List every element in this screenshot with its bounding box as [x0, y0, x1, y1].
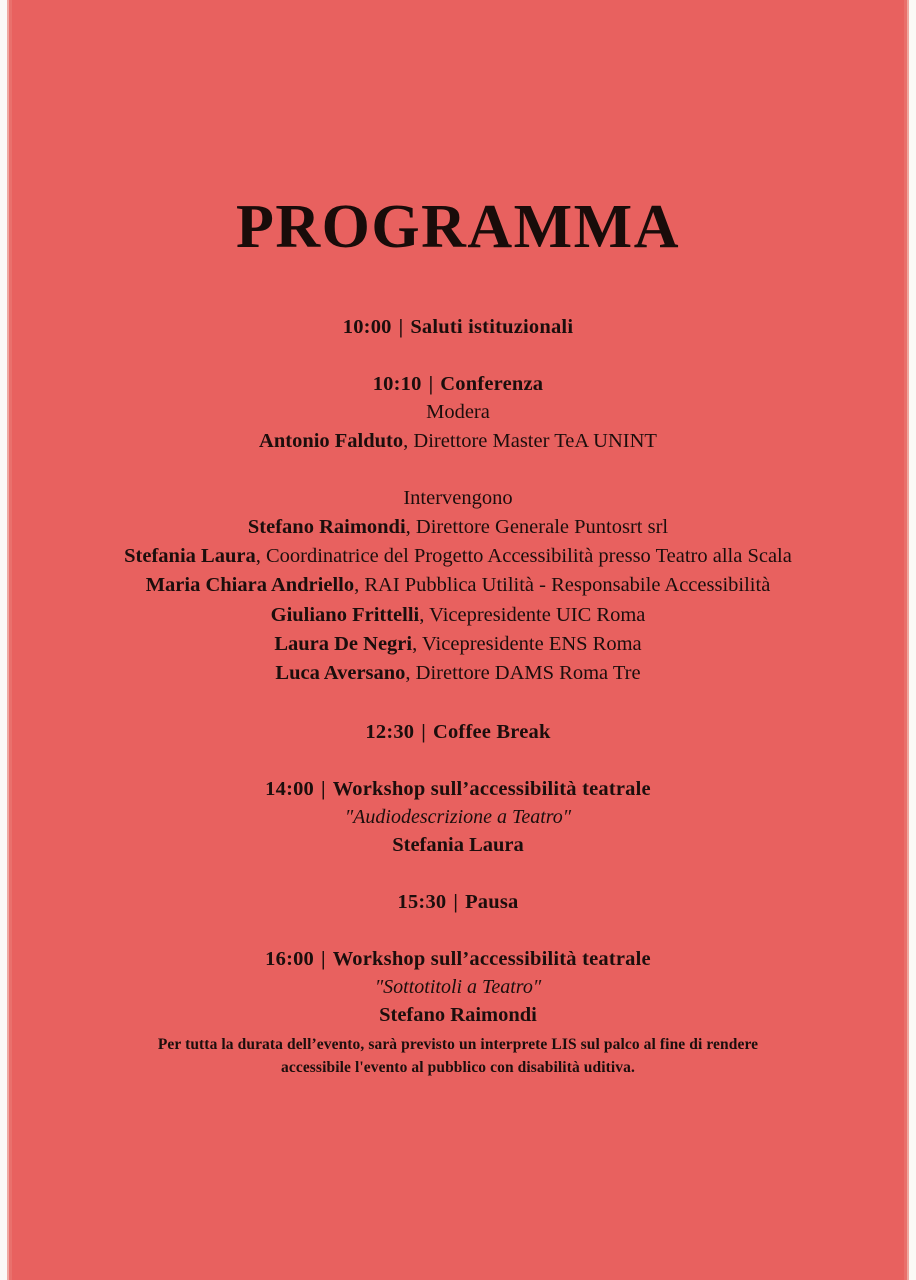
speakers-intro: Intervengono [403, 486, 513, 509]
spacer [14, 859, 902, 889]
schedule-label-workshop-2: Workshop sull’accessibilità teatrale [332, 948, 651, 971]
spacer [14, 746, 902, 776]
schedule-label-saluti: Saluti istituzionali [410, 316, 574, 338]
speaker-role: , Direttore Generale Puntosrt srl [405, 515, 669, 538]
schedule-slot-pausa [14, 889, 902, 916]
workshop-1-subtitle: ″Audiodescrizione a Teatro″ [344, 805, 572, 828]
schedule-entry-workshop-2 [14, 946, 902, 1030]
schedule-label-pausa: Pausa [465, 891, 519, 914]
time-separator: | [321, 948, 326, 971]
schedule-time-pausa: 15:30 [397, 891, 447, 914]
schedule-time-workshop-1: 14:00 [265, 777, 314, 800]
speaker-name: Giuliano Frittelli [270, 603, 420, 626]
accessibility-footnote [108, 1034, 808, 1079]
speaker-row [14, 571, 902, 600]
speaker-role: , Direttore DAMS Roma Tre [405, 662, 641, 685]
paper-edge-left-white [0, 0, 7, 1280]
moderator-name: Antonio Falduto [259, 430, 404, 453]
footnote-line-2: accessibile l'evento al pubblico con disabilità uditiva. [281, 1058, 635, 1076]
speaker-name: Maria Chiara Andriello [145, 574, 355, 597]
schedule-entry-saluti [14, 314, 902, 341]
speaker-role: , Coordinatrice del Progetto Accessibilità presso Teatro alla Scala [255, 544, 792, 567]
workshop-1-presenter: Stefania Laura [392, 833, 524, 856]
schedule-time-coffee-break: 12:30 [365, 720, 415, 743]
time-separator: | [398, 316, 404, 338]
time-separator: | [453, 891, 459, 914]
time-separator: | [428, 373, 434, 396]
schedule-label-workshop-1: Workshop sull’accessibilità teatrale [332, 777, 651, 800]
spacer [14, 689, 902, 719]
schedule-slot-saluti [14, 314, 902, 341]
speaker-name: Stefania Laura [124, 544, 256, 567]
schedule-list [14, 314, 902, 1079]
spacer [14, 457, 902, 484]
speaker-role: , Vicepresidente UIC Roma [419, 603, 646, 626]
speaker-row [14, 542, 902, 571]
speaker-name: Stefano Raimondi [247, 515, 406, 538]
paper-edge-left-tint [9, 0, 12, 1280]
speaker-row [14, 630, 902, 659]
paper-edge-right-highlight [907, 0, 909, 1280]
moderator-entry [14, 427, 902, 456]
schedule-time-conferenza: 10:10 [372, 373, 422, 396]
schedule-slot-coffee-break [14, 719, 902, 746]
workshop-2-subtitle: ″Sottotitoli a Teatro″ [374, 976, 542, 999]
spacer [14, 341, 902, 371]
speakers-block [14, 484, 902, 689]
speaker-name: Laura De Negri [274, 632, 413, 655]
page-title: PROGRAMMA [236, 193, 680, 261]
paper-edge-right-white [909, 0, 916, 1280]
paper-edge-left-highlight [7, 0, 9, 1280]
schedule-slot-conferenza [14, 371, 902, 398]
footnote-line-1: Per tutta la durata dell’evento, sarà previsto un interprete LIS sul palco al fine di rendere [157, 1036, 759, 1054]
poster-content [14, 0, 902, 1079]
moderator-role: , Direttore Master TeA UNINT [403, 430, 657, 453]
schedule-entry-coffee-break [14, 719, 902, 746]
speaker-row [14, 513, 902, 542]
schedule-label-conferenza: Conferenza [440, 373, 544, 396]
paper-edge-right [902, 0, 916, 1280]
spacer [14, 916, 902, 946]
speaker-role: , RAI Pubblica Utilità - Responsabile Accessibilità [354, 574, 771, 597]
schedule-label-coffee-break: Coffee Break [432, 720, 551, 743]
schedule-entry-conferenza [14, 371, 902, 456]
time-separator: | [321, 777, 326, 800]
paper-edge-left [0, 0, 14, 1280]
speaker-name: Luca Aversano [275, 662, 406, 685]
paper-edge-right-tint [904, 0, 907, 1280]
speaker-row [14, 659, 902, 688]
moderator-intro: Modera [426, 401, 490, 424]
workshop-2-presenter: Stefano Raimondi [379, 1004, 537, 1027]
schedule-slot-workshop-2 [14, 946, 902, 973]
speaker-role: , Vicepresidente ENS Roma [412, 632, 642, 655]
schedule-time-saluti: 10:00 [342, 316, 392, 338]
schedule-entry-pausa [14, 889, 902, 916]
schedule-entry-workshop-1 [14, 776, 902, 860]
speaker-row [14, 601, 902, 630]
schedule-slot-workshop-1 [14, 776, 902, 803]
time-separator: | [421, 720, 426, 743]
schedule-time-workshop-2: 16:00 [265, 948, 314, 971]
